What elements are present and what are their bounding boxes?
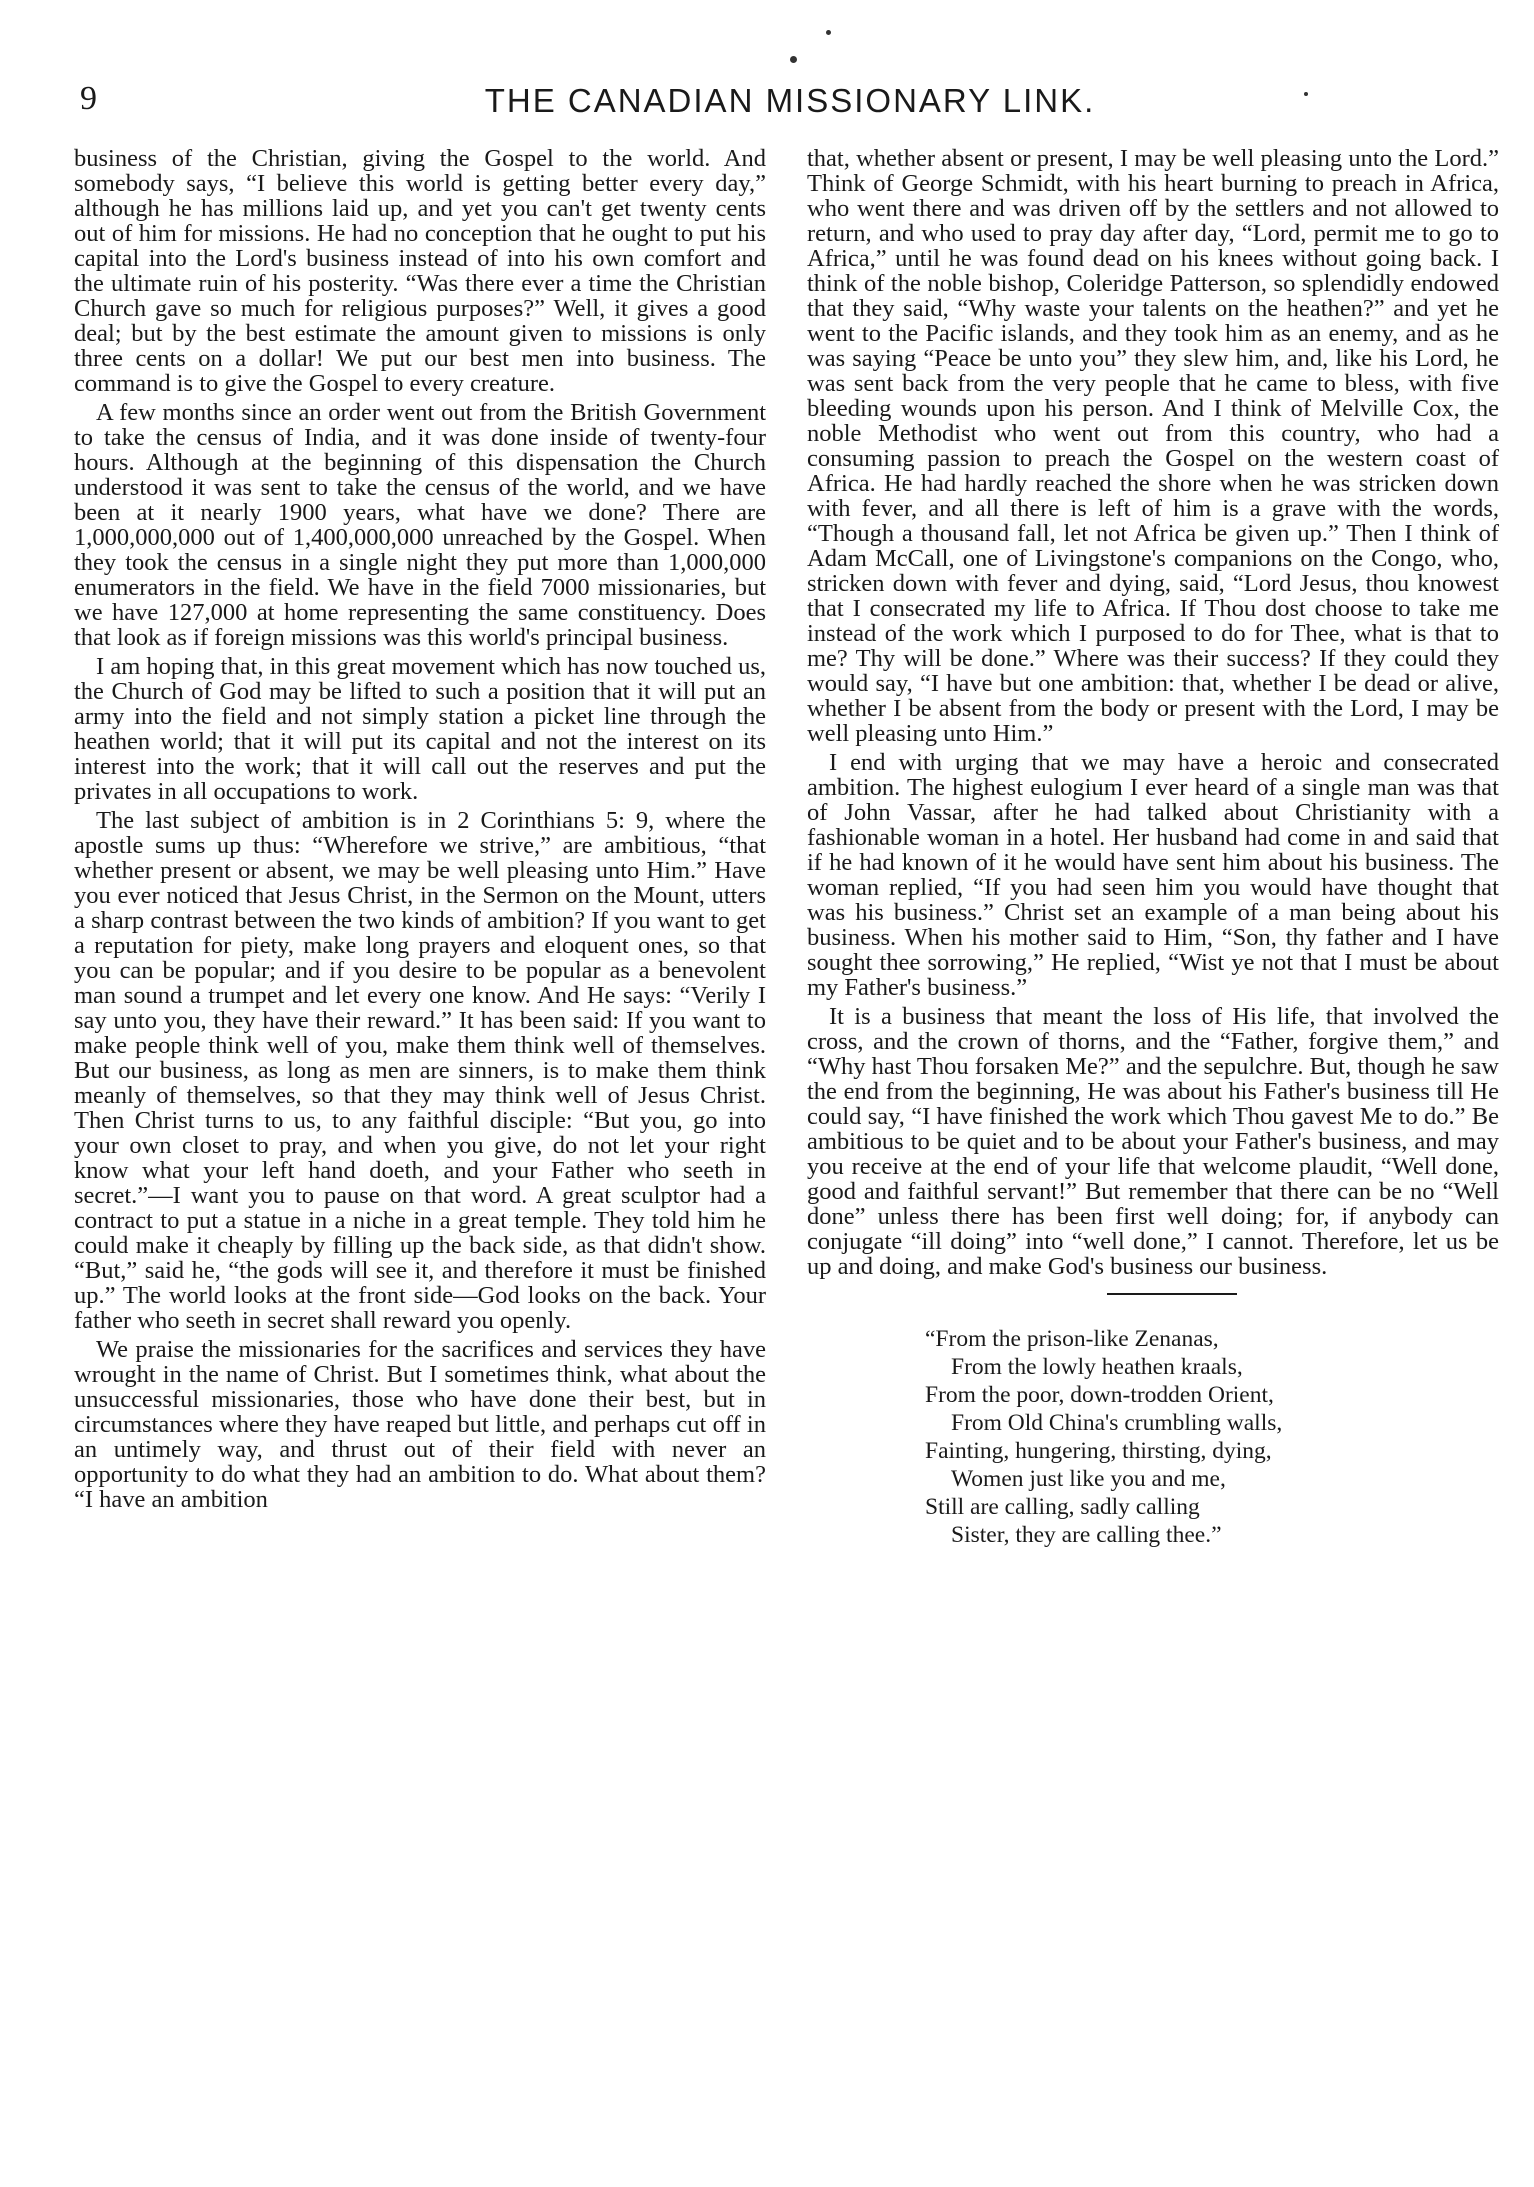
page-header [70,80,1510,130]
paragraph: The last subject of ambition is in 2 Corinthians 5: 9, where the apostle sums up thus: “Wherefore we strive,” are ambitious, “that whether present or absent, we may be well pleasing unto Him.” Have you ever noticed that Jesus Christ, in the Sermon on the Mount, utters a sharp contrast between the two kinds of ambition? If you want to get a reputation for piety, make long prayers and eloquent ones, so that you can be popular; and if you desire to be popular as a benevolent man sound a trumpet and let every one know. And He says: “Verily I say unto you, they have their reward.” It has been said: If you want to make people think well of you, make them think well of themselves. But our business, as long as men are sinners, is to make them think meanly of themselves, so that they may think well of Jesus Christ. Then Christ turns to us, to any faithful disciple: “But you, go into your own closet to pray, and when you give, do not let your right know what your left hand doeth, and your Father who seeth in secret.”—I want you to pause on that word. A great sculptor had a contract to put a statue in a niche in a great temple. They told him he could make it cheaply by filling up the back side, as that didn't show. “But,” said he, “the gods will see it, and therefore it must be finished up.” The world looks at the front side—God looks on the back. Your father who seeth in secret shall reward you openly. [74,807,766,1334]
poem-line: Sister, they are calling thee.” [951,1522,1222,1548]
poem-line: Women just like you and me, [951,1466,1226,1492]
poem-line: Fainting, hungering, thirsting, dying, [925,1438,1272,1464]
paragraph: business of the Christian, giving the Gospel to the world. And somebody says, “I believe this world is getting better every day,” although he has millions laid up, and yet you can't get twenty cents out of him for missions. He had no conception that he ought to put his capital into the Lord's business instead of into his own comfort and the ultimate ruin of his posterity. “Was there ever a time the Christian Church gave so much for religious purposes?” Well, it gives a good deal; but by the best estimate the amount given to missions is only three cents on a dollar! We put our best men into business. The command is to give the Gospel to every creature. [74,145,766,397]
poem [925,1325,1499,1549]
paragraph: I end with urging that we may have a heroic and consecrated ambition. The highest eulogium I ever heard of a single man was that of John Vassar, after he had talked about Christianity with a fashionable woman in a hotel. Her husband had come in and said that if he had known of it he would have sent him about his business. The woman replied, “If you had seen him you would have thought that was his business.” Christ set an example of a man being about his business. When his mother said to Him, “Son, thy father and I have sought thee sorrowing,” He replied, “Wist ye not that I must be about my Father's business.” [807,749,1499,1001]
paragraph: It is a business that meant the loss of His life, that involved the cross, and the crown of thorns, and the “Father, forgive them,” and “Why hast Thou forsaken Me?” and the sepulchre. But, though he saw the end from the beginning, He was about his Father's business till He could say, “I have finished the work which Thou gavest Me to do.” Be ambitious to be quiet and to be about your Father's business, and may you receive at the end of your life that welcome plaudit, “Well done, good and faithful servant!” But remember that there can be no “Well done” unless there has been first well doing; for, if anybody can conjugate “ill doing” into “well done,” I cannot. Therefore, let us be up and doing, and make God's business our business. [807,1003,1499,1280]
running-title: THE CANADIAN MISSIONARY LINK. [484,82,1096,119]
paragraph: We praise the missionaries for the sacrifices and services they have wrought in the name of Christ. But I sometimes think, what about the unsuccessful missionaries, those who have done their best, but in circumstances where they have reaped but little, and perhaps cut off in an untimely way, and thrust out of their field with never an opportunity to do what they had an ambition to do. What about them? “I have an ambition [74,1336,766,1513]
ink-speck [826,30,831,35]
right-column [807,146,1499,1549]
page-number: 9 [80,80,97,117]
paragraph: A few months since an order went out from the British Government to take the census of India, and it was done inside of twenty-four hours. Although at the beginning of this dispensation the Church understood it was sent to take the census of the world, and we have been at it nearly 1900 years, what have we done? There are 1,000,000,000 out of 1,400,000,000 unreached by the Gospel. When they took the census in a single night they put more than 1,000,000 enumerators in the field. We have in the field 7000 missionaries, but we have 127,000 at home representing the same constituency. Does that look as if foreign missions was this world's principal business. [74,399,766,651]
section-divider [1107,1293,1237,1295]
left-column [74,146,766,1516]
poem-line: From the lowly heathen kraals, [951,1354,1243,1380]
ink-speck [790,56,797,63]
poem-line: From Old China's crumbling walls, [951,1410,1283,1436]
poem-line: “From the prison-like Zenanas, [925,1326,1219,1352]
paragraph: I am hoping that, in this great movement which has now touched us, the Church of God may be lifted to such a position that it will put an army into the field and not simply station a picket line through the heathen world; that it will put its capital and not the interest on its interest into the work; that it will call out the reserves and put the privates in all occupations to work. [74,653,766,805]
poem-line: From the poor, down-trodden Orient, [925,1382,1274,1408]
poem-line: Still are calling, sadly calling [925,1494,1200,1520]
paragraph: that, whether absent or present, I may be well pleasing unto the Lord.” Think of George Schmidt, with his heart burning to preach in Africa, who went there and was driven off by the settlers and not allowed to return, and who used to pray day after day, “Lord, permit me to go to Africa,” until he was found dead on his knees without going back. I think of the noble bishop, Coleridge Patterson, so splendidly endowed that they said, “Why waste your talents on the heathen?” and yet he went to the Pacific islands, and they took him as an enemy, and as he was saying “Peace be unto you” they slew him, and, like his Lord, he was sent back from the very people that he came to bless, with five bleeding wounds upon his person. And I think of Melville Cox, the noble Methodist who went out from this country, who had a consuming passion to preach the Gospel on the western coast of Africa. He had hardly reached the shore when he was stricken down with fever, and all there is left of him is a grave with the words, “Though a thousand fall, let not Africa be given up.” Then I think of Adam McCall, one of Livingstone's companions on the Congo, who, stricken down with fever and dying, said, “Lord Jesus, thou knowest that I consecrated my life to Africa. If Thou dost choose to take me instead of the work which I purposed to do for Thee, what is that to me? Thy will be done.” Where was their success? If they could they would say, “I have but one ambition: that, whether I be dead or alive, whether I be absent from the body or present with the Lord, I may be well pleasing unto Him.” [807,145,1499,747]
